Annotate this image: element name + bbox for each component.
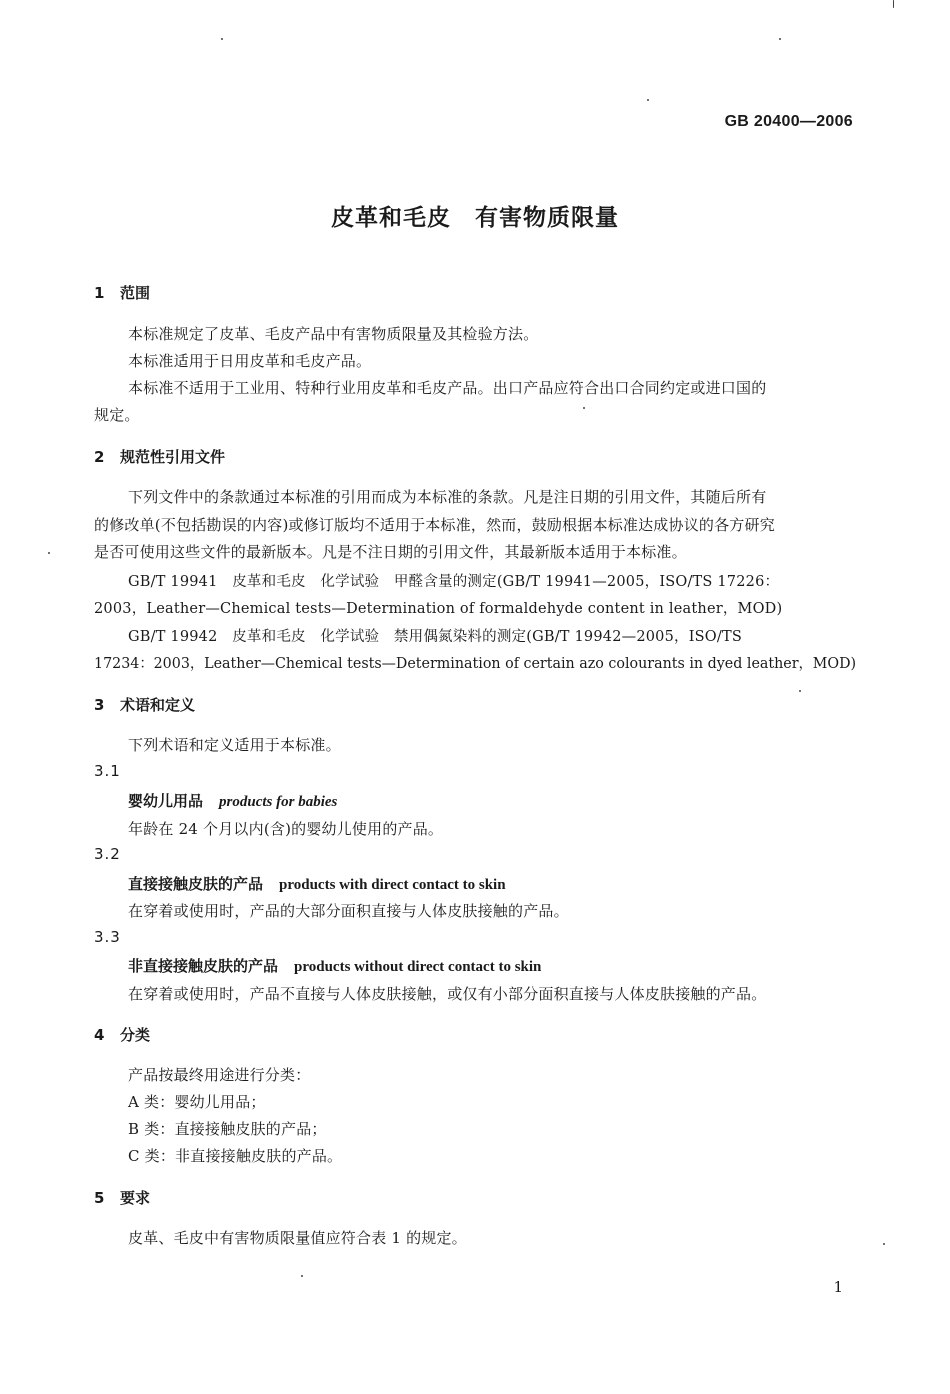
section-title: 要求 bbox=[120, 1189, 151, 1207]
term-definition: 在穿着或使用时，产品不直接与人体皮肤接触，或仅有小部分面积直接与人体皮肤接触的产品。 bbox=[128, 985, 767, 1003]
term-heading bbox=[128, 790, 337, 811]
term-number: 3.1 bbox=[94, 762, 121, 780]
section-number: 2 bbox=[94, 448, 105, 466]
term-definition: 年龄在 24 个月以内(含)的婴幼儿使用的产品。 bbox=[128, 820, 444, 838]
classification-item-b: B 类：直接接触皮肤的产品； bbox=[128, 1120, 327, 1138]
paragraph: 下列文件中的条款通过本标准的引用而成为本标准的条款。凡是注日期的引用文件，其随后所有 bbox=[128, 488, 767, 506]
section-2-heading bbox=[94, 446, 225, 467]
section-number: 3 bbox=[94, 696, 105, 714]
section-4-heading bbox=[94, 1024, 150, 1045]
term-number: 3.3 bbox=[94, 928, 121, 946]
section-title: 规范性引用文件 bbox=[120, 448, 226, 466]
section-title: 术语和定义 bbox=[120, 696, 196, 714]
paragraph: 本标准不适用于工业用、特种行业用皮革和毛皮产品。出口产品应符合出口合同约定或进口国的 bbox=[128, 379, 767, 397]
term-heading bbox=[128, 873, 506, 894]
normative-reference-1-continued: 2003，Leather—Chemical tests—Determination of formaldehyde content in leather，MOD) bbox=[94, 601, 783, 617]
document-title: 皮革和毛皮 有害物质限量 bbox=[331, 205, 619, 231]
paragraph: 下列术语和定义适用于本标准。 bbox=[128, 736, 341, 754]
section-5-heading bbox=[94, 1187, 150, 1208]
term-english: products without direct contact to skin bbox=[294, 959, 542, 975]
term-chinese: 婴幼儿用品 bbox=[128, 792, 204, 810]
section-number: 5 bbox=[94, 1189, 105, 1207]
term-chinese: 直接接触皮肤的产品 bbox=[128, 875, 264, 893]
paragraph: 本标准适用于日用皮革和毛皮产品。 bbox=[128, 352, 372, 370]
normative-reference-2-continued: 17234：2003，Leather—Chemical tests—Determination of certain azo colourants in dyed leather，MOD) bbox=[94, 656, 857, 672]
paragraph: 皮革、毛皮中有害物质限量值应符合表 1 的规定。 bbox=[128, 1229, 467, 1247]
term-english: products with direct contact to skin bbox=[279, 877, 506, 893]
term-definition: 在穿着或使用时，产品的大部分面积直接与人体皮肤接触的产品。 bbox=[128, 902, 569, 920]
section-1-heading bbox=[94, 282, 150, 303]
term-chinese: 非直接接触皮肤的产品 bbox=[128, 957, 279, 975]
section-title: 分类 bbox=[120, 1026, 151, 1044]
standard-code: GB 20400—2006 bbox=[724, 113, 853, 130]
page-number: 1 bbox=[833, 1278, 843, 1296]
term-number: 3.2 bbox=[94, 845, 121, 863]
paragraph-continued: 规定。 bbox=[94, 406, 140, 424]
term-english: products for babies bbox=[219, 794, 338, 810]
classification-item-c: C 类：非直接接触皮肤的产品。 bbox=[128, 1147, 343, 1165]
section-number: 1 bbox=[94, 284, 105, 302]
normative-reference-2: GB/T 19942 皮革和毛皮 化学试验 禁用偶氮染料的测定(GB/T 19942—2005，ISO/TS bbox=[128, 629, 742, 645]
paragraph: 产品按最终用途进行分类： bbox=[128, 1066, 311, 1084]
classification-item-a: A 类：婴幼儿用品； bbox=[128, 1093, 266, 1111]
section-3-heading bbox=[94, 694, 195, 715]
paragraph-continued: 是否可使用这些文件的最新版本。凡是不注日期的引用文件，其最新版本适用于本标准。 bbox=[94, 543, 687, 561]
section-number: 4 bbox=[94, 1026, 105, 1044]
term-heading bbox=[128, 955, 541, 976]
normative-reference-1: GB/T 19941 皮革和毛皮 化学试验 甲醛含量的测定(GB/T 19941—2005，ISO/TS 17226： bbox=[128, 574, 780, 590]
paragraph-continued: 的修改单(不包括勘误的内容)或修订版均不适用于本标准，然而，鼓励根据本标准达成协议的各方研究 bbox=[94, 516, 775, 534]
paragraph: 本标准规定了皮革、毛皮产品中有害物质限量及其检验方法。 bbox=[128, 325, 539, 343]
section-title: 范围 bbox=[120, 284, 151, 302]
